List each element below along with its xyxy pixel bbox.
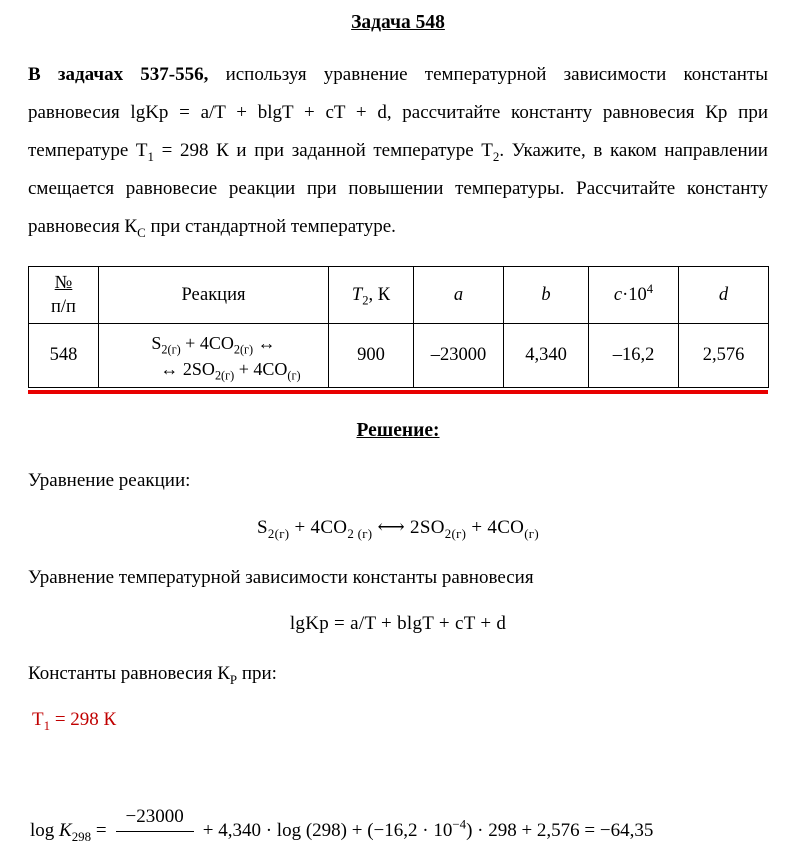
reaction-line-1: $S_{2(г)} + 4CO_{2(г)}$ ↔: [151, 332, 276, 357]
table-header-num: [29, 267, 99, 324]
reaction-line-2: ↔ $2SO_{2(г)} + 4CO_{(г)}$: [160, 358, 301, 383]
table-cell-t2: 900: [329, 324, 414, 388]
kp298-equation-lhs: $\log K_{298}$ =: [30, 820, 107, 844]
table-header-reaction: Реакция: [99, 267, 329, 324]
kp298-fraction: [116, 806, 194, 849]
header-num-line1: №: [54, 273, 73, 293]
data-table: [28, 266, 769, 388]
table-cell-d: 2,576: [679, 324, 769, 388]
problem-statement: В задачах 537-556, используя уравнение температурной зависимости константы равновесия lgKp = a/T + blgT + cT + d, рассчитайте константу равновесия Кр при температуре $Т_1 = 298$ К и при заданной температуре $Т_2$. Укажите, в каком направлении смещается равновесие реакции при повышении температуры. Рассчитайте константу равновесия $К_С$ при стандартной температуре.: [28, 64, 769, 240]
table-cell-b: 4,340: [504, 324, 589, 388]
reaction-equation-label: Уравнение реакции:: [28, 470, 191, 491]
kp298-fraction-denominator: [129, 832, 181, 849]
table-header-c: $c\cdot 10^4$: [589, 267, 679, 324]
table-cell-a: –23000: [414, 324, 504, 388]
red-marker-line: [28, 390, 768, 394]
table-cell-reaction: [99, 324, 329, 388]
table-cell-c: –16,2: [589, 324, 679, 388]
reaction-equation: $S_{2(г)} + 4CO_{2 (г)}$ ⟷ $2SO_{2(г)} + 4CO_{(г)}$: [256, 517, 539, 541]
table-header-t2: $T_2$, К: [329, 267, 414, 324]
table-header-a: a: [414, 267, 504, 324]
table-data-row: [29, 324, 769, 388]
kp298-equation: [30, 806, 653, 849]
solution-heading: Решение:: [356, 420, 440, 441]
header-num-line2: п/п: [51, 297, 76, 317]
problem-title: Задача 548: [351, 12, 445, 33]
table-header-d: d: [679, 267, 769, 324]
temperature-t1-value: $Т_1 = 298$ К: [32, 709, 117, 733]
kp-constants-label: Константы равновесия $К_Р$ при:: [28, 663, 277, 687]
kp298-fraction-numerator: −23000: [116, 806, 194, 832]
kp298-equation-rhs: + $4,340 \cdot \log (298) + (-16,2 \cdot 10^{-4}) \cdot 298 + 2,576 = -64,35$: [202, 816, 654, 841]
dependence-equation: lgKp = a/T + blgT + cT + d: [289, 613, 507, 634]
table-cell-num: 548: [29, 324, 99, 388]
dependence-equation-label: Уравнение температурной зависимости константы равновесия: [28, 567, 534, 588]
table-header-row: [29, 267, 769, 324]
table-header-b: b: [504, 267, 589, 324]
